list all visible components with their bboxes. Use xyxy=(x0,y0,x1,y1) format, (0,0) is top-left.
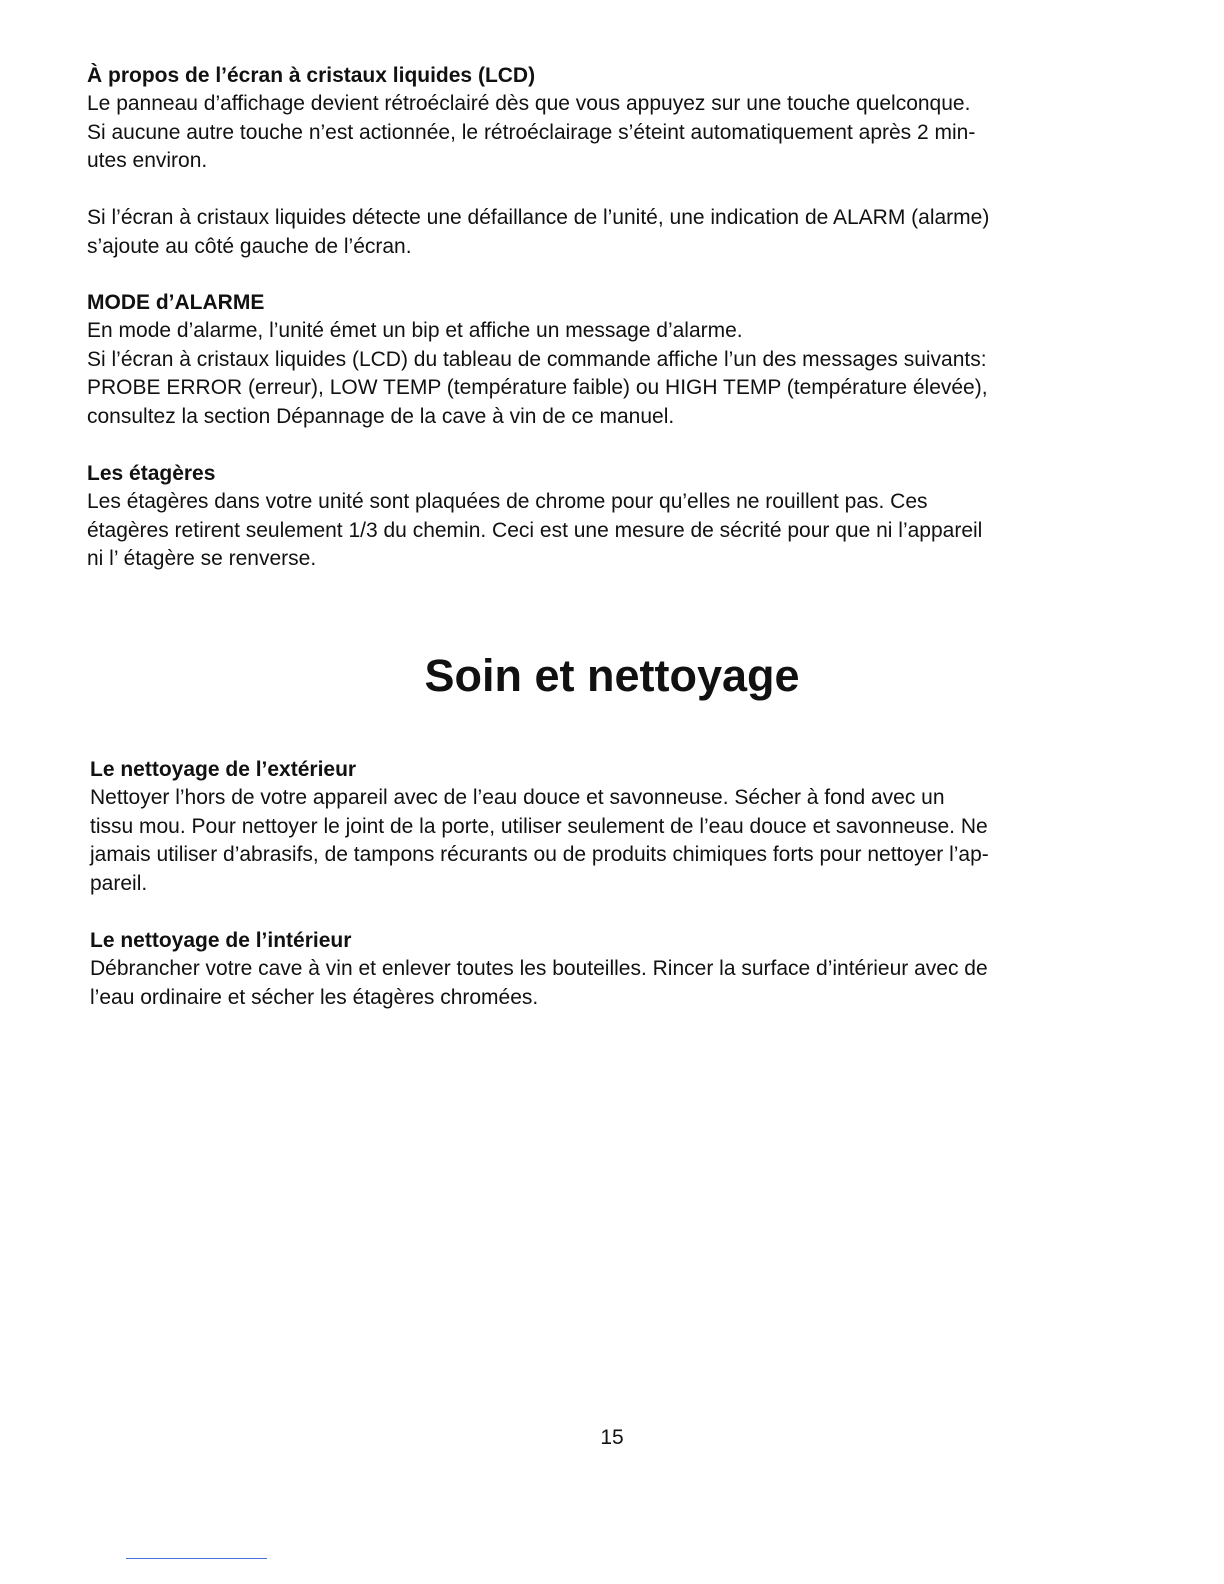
exterior-cleaning-heading: Le nettoyage de l’extérieur xyxy=(90,758,357,781)
interior-cleaning-paragraph: Débrancher votre cave à vin et enlever toutes les bouteilles. Rincer la surface d’intérieur avec de l’eau ordinaire et sécher les étagères chromées. xyxy=(90,957,988,1009)
exterior-cleaning-section xyxy=(90,756,1135,898)
shelves-paragraph: Les étagères dans votre unité sont plaquées de chrome pour qu’elles ne rouillent pas. Ces étagères retirent seulement 1/3 du chemin. Ceci est une mesure de sécrité pour que ni l’appareil ni l’ étagère se renverse. xyxy=(87,490,983,570)
alarm-mode-section xyxy=(87,289,1132,431)
lcd-alarm-paragraph: Si l’écran à cristaux liquides détecte une défaillance de l’unité, une indication de ALARM (alarme) s’ajoute au côté gauche de l’écran. xyxy=(87,206,990,258)
alarm-mode-heading: MODE d’ALARME xyxy=(87,291,265,314)
shelves-heading: Les étagères xyxy=(87,462,216,485)
alarm-mode-paragraph: En mode d’alarme, l’unité émet un bip et affiche un message d’alarme. Si l’écran à cristaux liquides (LCD) du tableau de commande affiche l’un des messages suivants: PROBE ERROR (erreur), LOW TEMP (température faible) ou HIGH TEMP (température élevée), consultez la section Dépannage de la cave à vin de ce manuel. xyxy=(87,319,988,428)
footer-rule xyxy=(126,1558,267,1559)
shelves-section xyxy=(87,460,1132,574)
interior-cleaning-section xyxy=(90,927,1135,1012)
lcd-section xyxy=(87,62,1132,176)
interior-cleaning-heading: Le nettoyage de l’intérieur xyxy=(90,929,352,952)
lcd-paragraph: Le panneau d’affichage devient rétroéclairé dès que vous appuyez sur une touche quelconque. Si aucune autre touche n’est actionnée, le rétroéclairage s’éteint automatiquement après 2 min- utes environ. xyxy=(87,92,976,172)
exterior-cleaning-paragraph: Nettoyer l’hors de votre appareil avec de l’eau douce et savonneuse. Sécher à fond avec un tissu mou. Pour nettoyer le joint de la porte, utiliser seulement de l’eau douce et savonneuse. Ne jamais utiliser d’abrasifs, de tampons récurants ou de produits chimiques forts pour nettoyer l’ap- pareil. xyxy=(90,786,989,895)
page-title: Soin et nettoyage xyxy=(424,650,800,701)
lcd-heading: À propos de l’écran à cristaux liquides (LCD) xyxy=(87,64,536,87)
lcd-alarm-section xyxy=(87,204,1132,261)
page-number: 15 xyxy=(600,1426,624,1449)
